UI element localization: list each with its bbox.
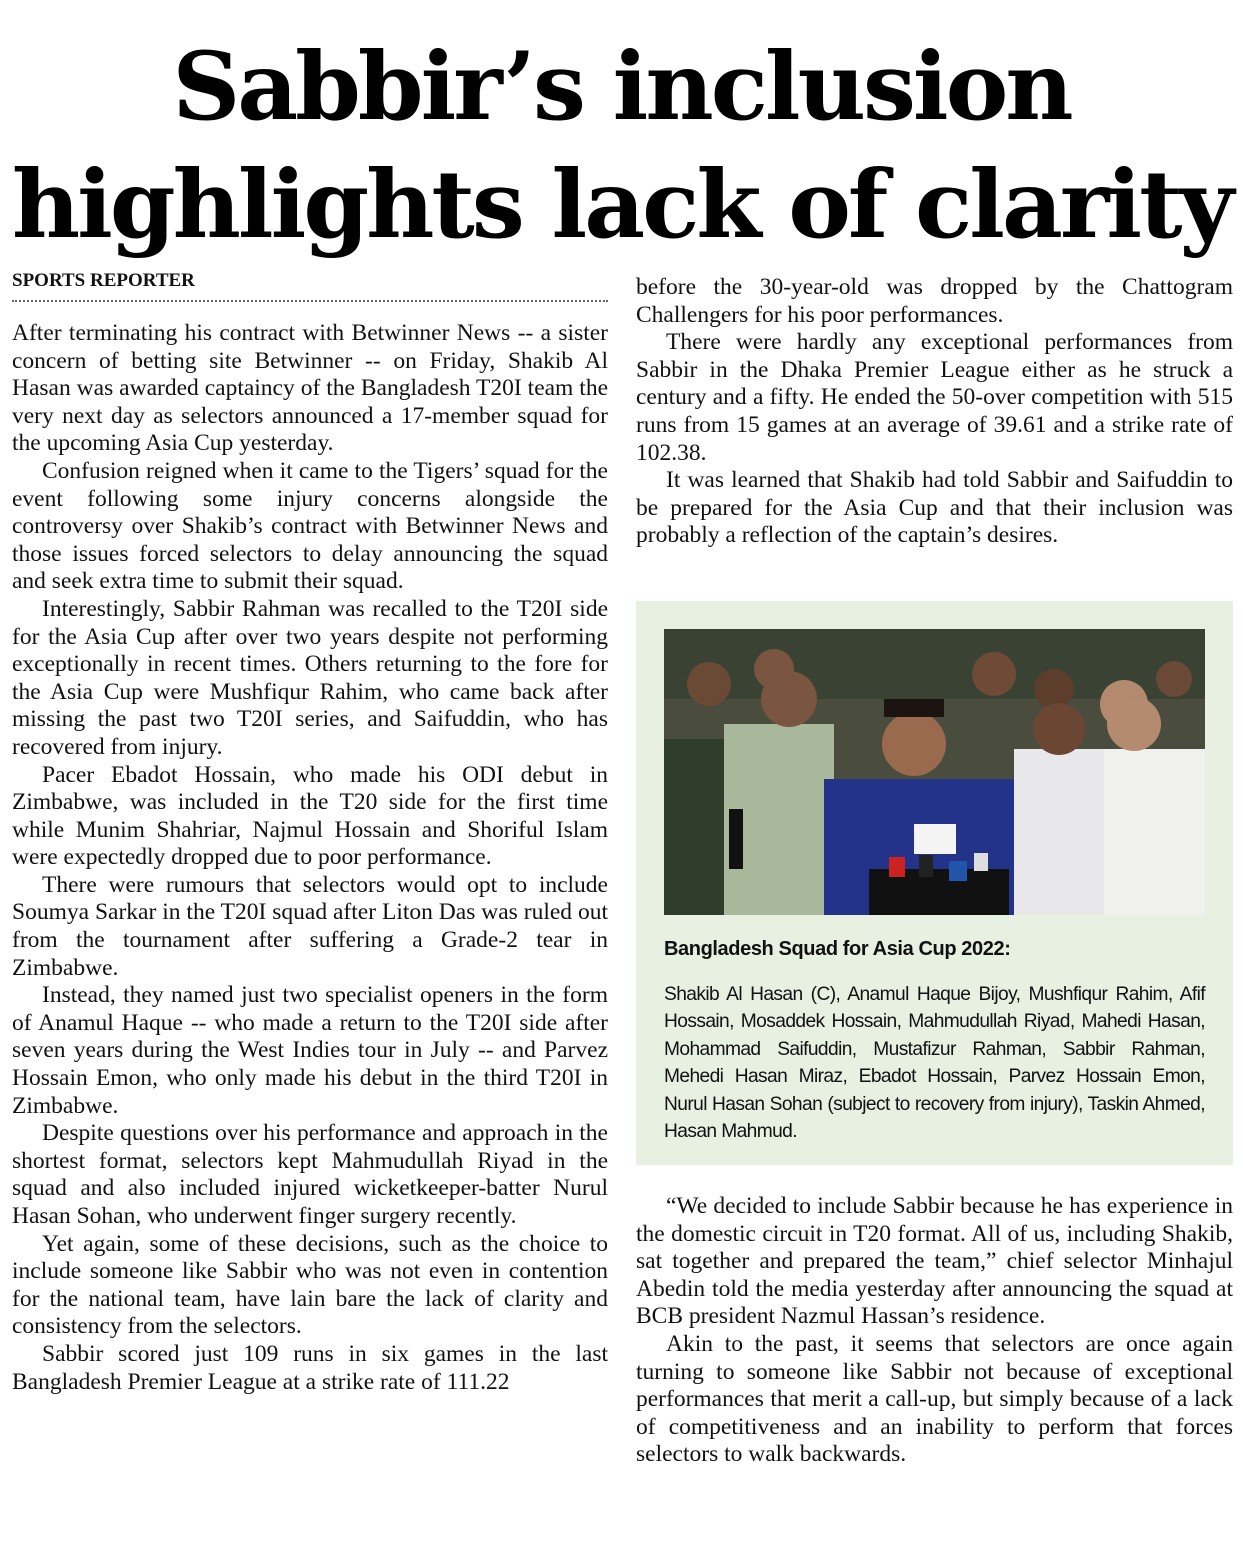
paragraph: Despite questions over his performance and approach in the shortest format, selectors kept Mahmudullah Riyad in the squad and also included injured wicketkeeper-batter Nurul Hasan Sohan, who underwent finger surgery recently. bbox=[12, 1120, 608, 1229]
paragraph: Confusion reigned when it came to the Tigers’ squad for the event following some injury concerns alongside the controversy over Shakib’s contract with Betwinner News and those issues forced selectors to delay announcing the squad and seek extra time to submit their squad. bbox=[12, 457, 608, 595]
paragraph: Pacer Ebadot Hossain, who made his ODI debut in Zimbabwe, was included in the T20 side for the first time while Munim Shahriar, Najmul Hossain and Shoriful Islam were expectedly dropped due to poor performance. bbox=[12, 761, 608, 871]
paragraph: There were rumours that selectors would opt to include Soumya Sarkar in the T20I squad after Liton Das was ruled out from the tournament after suffering a Grade-2 tear in Zimbabwe. bbox=[12, 871, 608, 981]
press-conference-photo bbox=[664, 629, 1205, 915]
article-column-right-bottom bbox=[636, 1193, 1233, 1469]
paragraph: After terminating his contract with Betwinner News -- a sister concern of betting site Betwinner -- on Friday, Shakib Al Hasan was awarded captaincy of the Bangladesh T20I team the very next day as selectors announced a 17-member squad for the upcoming Asia Cup yesterday. bbox=[12, 320, 608, 457]
byline: SPORTS REPORTER bbox=[12, 270, 608, 302]
paragraph: Yet again, some of these decisions, such as the choice to include someone like Sabbir who was not even in contention for the national team, have lain bare the lack of clarity and consistency from the selectors. bbox=[12, 1230, 608, 1340]
article-column-right-top bbox=[636, 274, 1233, 550]
paragraph: Instead, they named just two specialist openers in the form of Anamul Haque -- who made a return to the T20I side after seven years during the West Indies tour in July -- and Parvez Hossain Emon, who only made his debut in the third T20I in Zimbabwe. bbox=[12, 982, 608, 1119]
paragraph: Sabbir scored just 109 runs in six games in the last Bangladesh Premier League at a strike rate of 111.22 bbox=[12, 1340, 608, 1395]
article-column-left bbox=[12, 320, 608, 1396]
paragraph: Akin to the past, it seems that selectors are once again turning to someone like Sabbir not because of exceptional performances that merit a call-up, but simply because of a lack of competitiveness and an inability to perform that forces selectors to walk backwards. bbox=[636, 1330, 1233, 1468]
squad-title: Bangladesh Squad for Asia Cup 2022: bbox=[664, 938, 1011, 960]
photo-illustration bbox=[664, 629, 1205, 915]
squad-info-box bbox=[636, 601, 1233, 1165]
paragraph: Interestingly, Sabbir Rahman was recalled to the T20I side for the Asia Cup after over two years despite not performing exceptionally in recent times. Others returning to the fore for the Asia Cup were Mushfiqur Rahim, who came back after missing the past two T20I series, and Saifuddin, who has recovered from injury. bbox=[12, 595, 608, 760]
squad-list: Shakib Al Hasan (C), Anamul Haque Bijoy, Mushfiqur Rahim, Afif Hossain, Mosaddek Hossain, Mahmudullah Riyad, Mahedi Hasan, Mohammad Saifuddin, Mustafizur Rahman, Sabbir Rahman, Mehedi Hasan Miraz, Ebadot Hossain, Parvez Hossain Emon, Nurul Hasan Sohan (subject to recovery from injury), Taskin Ahmed, Hasan Mahmud. bbox=[664, 984, 1205, 1143]
paragraph: “We decided to include Sabbir because he has experience in the domestic circuit in T20 format. All of us, including Shakib, sat together and prepared the team,” chief selector Minhajul Abedin told the media yesterday after announcing the squad at BCB president Nazmul Hassan’s residence. bbox=[636, 1193, 1233, 1330]
paragraph: There were hardly any exceptional performances from Sabbir in the Dhaka Premier League either as he struck a century and a fifty. He ended the 50-over competition with 515 runs from 15 games at an average of 39.61 and a strike rate of 102.38. bbox=[636, 329, 1233, 466]
headline: Sabbir’s inclusion highlights lack of clarity bbox=[11, 32, 1232, 260]
paragraph: before the 30-year-old was dropped by the Chattogram Challengers for his poor performances. bbox=[636, 274, 1233, 328]
paragraph: It was learned that Shakib had told Sabbir and Saifuddin to be prepared for the Asia Cup and that their inclusion was probably a reflection of the captain’s desires. bbox=[636, 467, 1233, 549]
